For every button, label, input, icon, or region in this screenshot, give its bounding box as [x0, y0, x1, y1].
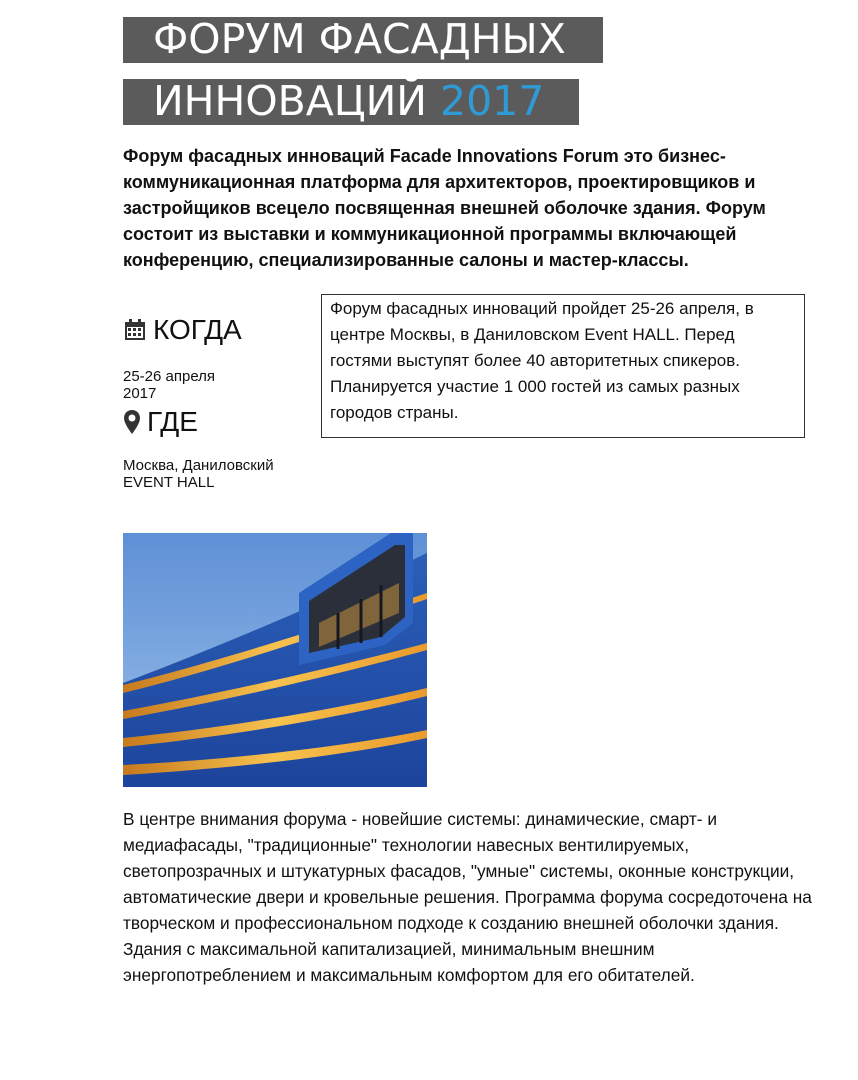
- calendar-icon: [123, 318, 147, 342]
- when-details: [123, 368, 263, 402]
- info-box: Форум фасадных инноваций пройдет 25-26 апреля, в центре Москвы, в Даниловском Event HALL. Перед гостями выступят более 40 авторитетных спикеров. Планируется участие 1 000 гостей из самых разных городов страны.: [321, 294, 805, 438]
- where-heading-label: ГДЕ: [147, 406, 198, 437]
- where-heading: [123, 406, 198, 438]
- when-heading: [123, 314, 242, 346]
- title-year: 2017: [440, 77, 545, 125]
- when-heading-label: КОГДА: [153, 314, 242, 345]
- map-pin-icon: [123, 409, 141, 435]
- when-year: 2017: [123, 385, 157, 402]
- facade-photo: [123, 533, 427, 787]
- intro-paragraph: Форум фасадных инноваций Facade Innovations Forum это бизнес-коммуникационная платформа для архитекторов, проектировщиков и застройщиков всецело посвященная внешней оболочке здания. Форум состоит из выставки и коммуникационной программы включающей конференцию, специализированные салоны и мастер-классы.: [123, 146, 766, 270]
- title-banner-line1: [123, 17, 603, 63]
- title-banner-line2: [123, 79, 579, 125]
- where-city: Москва, Даниловский: [123, 457, 274, 474]
- where-venue: EVENT HALL: [123, 474, 215, 491]
- title-line2: ИННОВАЦИЙ: [153, 77, 427, 125]
- title-line1: ФОРУМ ФАСАДНЫХ: [153, 15, 566, 63]
- where-details: [123, 457, 323, 491]
- body-paragraph: В центре внимания форума - новейшие системы: динамические, смарт- и медиафасады, "традиционные" технологии навесных вентилируемых, светопрозрачных и штукатурных фасадов, "умные" системы, оконные конструкции, автоматические двери и кровельные решения. Программа форума сосредоточена на творческом и профессиональном подходе к созданию внешней оболочки здания. Здания с максимальной капитализацией, минимальным внешним энергопотреблением и максимальным комфортом для его обитателей.: [123, 809, 812, 985]
- when-date: 25-26 апреля: [123, 368, 216, 385]
